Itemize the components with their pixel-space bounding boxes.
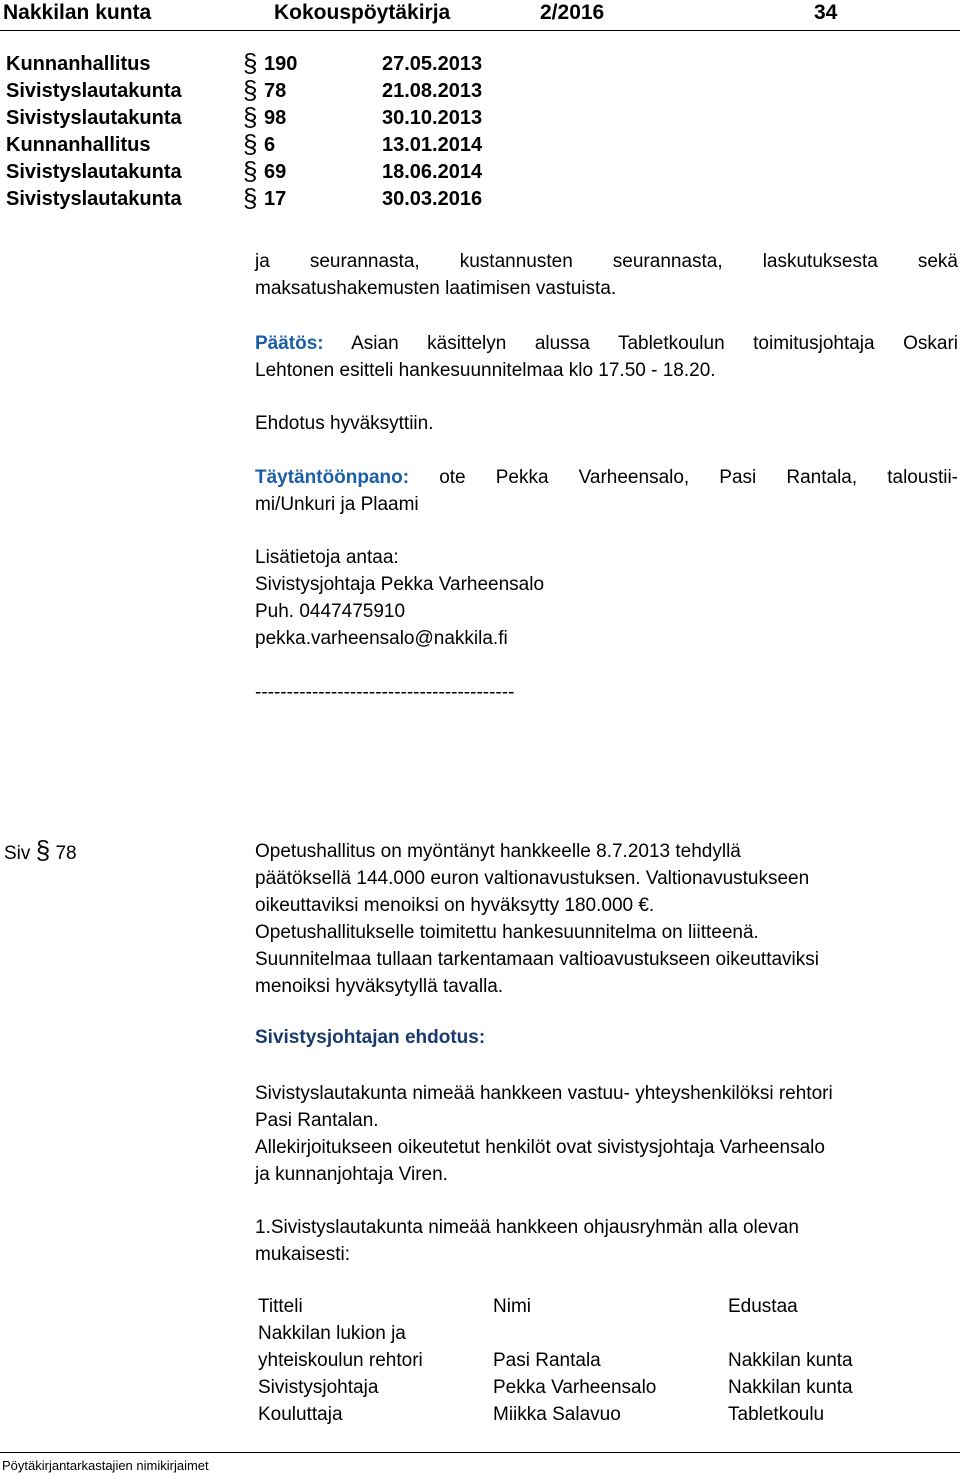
reference-date: 30.10.2013 <box>382 107 483 129</box>
intro-line-1: ja seurannasta, kustannusten seurannasta, laskutuksesta sekä <box>255 251 958 272</box>
table-cell: Nakkilan kunta <box>728 1377 853 1398</box>
approved-text: Ehdotus hyväksyttiin. <box>255 413 434 434</box>
contact-name: Sivistysjohtaja Pekka Varheensalo <box>255 574 545 595</box>
execution-line-2: mi/Unkuri ja Plaami <box>255 494 419 515</box>
execution-line-1 <box>255 464 958 491</box>
section-text-line: menoiksi hyväksytyllä tavalla. <box>255 976 504 997</box>
table-cell: yhteiskoulun rehtori <box>258 1350 423 1371</box>
reference-date: 18.06.2014 <box>382 161 483 183</box>
section-text-line: Opetushallitus on myöntänyt hankkeelle 8.7.2013 tehdyllä <box>255 841 741 862</box>
section-sign: § <box>243 183 258 213</box>
proposal-line: Allekirjoitukseen oikeutetut henkilöt ovat sivistysjohtaja Varheensalo <box>255 1137 825 1158</box>
table-cell: Pasi Rantala <box>493 1350 601 1371</box>
table-cell: Nakkilan lukion ja <box>258 1323 406 1344</box>
reference-date: 30.03.2016 <box>382 188 483 210</box>
reference-date: 21.08.2013 <box>382 80 483 102</box>
section-text-line: Opetushallitukselle toimitettu hankesuunnitelma on liitteenä. <box>255 922 759 943</box>
table-cell: Nakkilan kunta <box>728 1350 853 1371</box>
table-header-represents: Edustaa <box>728 1296 798 1317</box>
reference-date: 13.01.2014 <box>382 134 483 156</box>
section-sign: § <box>243 102 258 132</box>
proposal-line: Pasi Rantalan. <box>255 1110 379 1131</box>
header-page: 34 <box>814 1 838 24</box>
decision-text: Asian käsittelyn alussa Tabletkoulun toimitusjohtaja Oskari <box>323 333 958 354</box>
reference-body: Sivistyslautakunta <box>6 188 182 210</box>
decision-line-2: Lehtonen esitteli hankesuunnitelmaa klo 17.50 - 18.20. <box>255 360 716 381</box>
execution-text: ote Pekka Varheensalo, Pasi Rantala, taloustii- <box>409 467 958 488</box>
section-sign: § <box>243 129 258 159</box>
separator-dashes: ----------------------------------------- <box>255 682 515 703</box>
table-cell: Sivistysjohtaja <box>258 1377 379 1398</box>
header-number: 2/2016 <box>540 1 605 24</box>
reference-body: Sivistyslautakunta <box>6 80 182 102</box>
section-sign: § <box>35 835 51 865</box>
proposal-line: 1.Sivistyslautakunta nimeää hankkeen ohjausryhmän alla olevan <box>255 1217 799 1238</box>
reference-number: 6 <box>264 134 276 156</box>
intro-line-2: maksatushakemusten laatimisen vastuista. <box>255 278 617 299</box>
proposal-line: Sivistyslautakunta nimeää hankkeen vastuu- yhteyshenkilöksi rehtori <box>255 1083 833 1104</box>
header-org: Nakkilan kunta <box>3 1 152 24</box>
table-cell: Miikka Salavuo <box>493 1404 621 1425</box>
reference-number: 190 <box>264 53 298 75</box>
reference-number: 98 <box>264 107 287 129</box>
reference-body: Sivistyslautakunta <box>6 107 182 129</box>
table-cell: Tabletkoulu <box>728 1404 825 1425</box>
reference-date: 27.05.2013 <box>382 53 483 75</box>
proposal-line: mukaisesti: <box>255 1244 351 1265</box>
section-text-line: Suunnitelmaa tullaan tarkentamaan valtioavustukseen oikeuttaviksi <box>255 949 819 970</box>
decision-line-1 <box>255 330 958 357</box>
section-text-line: oikeuttaviksi menoiksi on hyväksytty 180.000 €. <box>255 895 655 916</box>
contact-email: pekka.varheensalo@nakkila.fi <box>255 628 508 649</box>
reference-body: Sivistyslautakunta <box>6 161 182 183</box>
proposal-heading: Sivistysjohtajan ehdotus: <box>255 1027 486 1048</box>
section-sign: § <box>243 48 258 78</box>
contact-title: Lisätietoja antaa: <box>255 547 399 568</box>
reference-body: Kunnanhallitus <box>6 134 151 156</box>
proposal-line: ja kunnanjohtaja Viren. <box>255 1164 448 1185</box>
execution-label: Täytäntöönpano: <box>255 467 410 488</box>
section-label-number: 78 <box>55 843 77 864</box>
reference-body: Kunnanhallitus <box>6 53 151 75</box>
footer-text: Pöytäkirjantarkastajien nimikirjaimet <box>2 1458 209 1473</box>
table-header-name: Nimi <box>493 1296 531 1317</box>
table-cell: Kouluttaja <box>258 1404 343 1425</box>
header-divider <box>0 30 960 31</box>
table-cell: Pekka Varheensalo <box>493 1377 657 1398</box>
decision-label: Päätös: <box>255 333 324 354</box>
reference-number: 69 <box>264 161 287 183</box>
section-label <box>4 837 77 867</box>
header-doc-type: Kokouspöytäkirja <box>274 1 451 24</box>
section-sign: § <box>243 75 258 105</box>
reference-number: 17 <box>264 188 287 210</box>
footer-divider <box>0 1452 960 1453</box>
section-label-prefix: Siv <box>4 843 31 864</box>
section-text-line: päätöksellä 144.000 euron valtionavustuksen. Valtionavustukseen <box>255 868 810 889</box>
table-header-title: Titteli <box>258 1296 303 1317</box>
section-sign: § <box>243 156 258 186</box>
reference-number: 78 <box>264 80 287 102</box>
contact-phone: Puh. 0447475910 <box>255 601 406 622</box>
